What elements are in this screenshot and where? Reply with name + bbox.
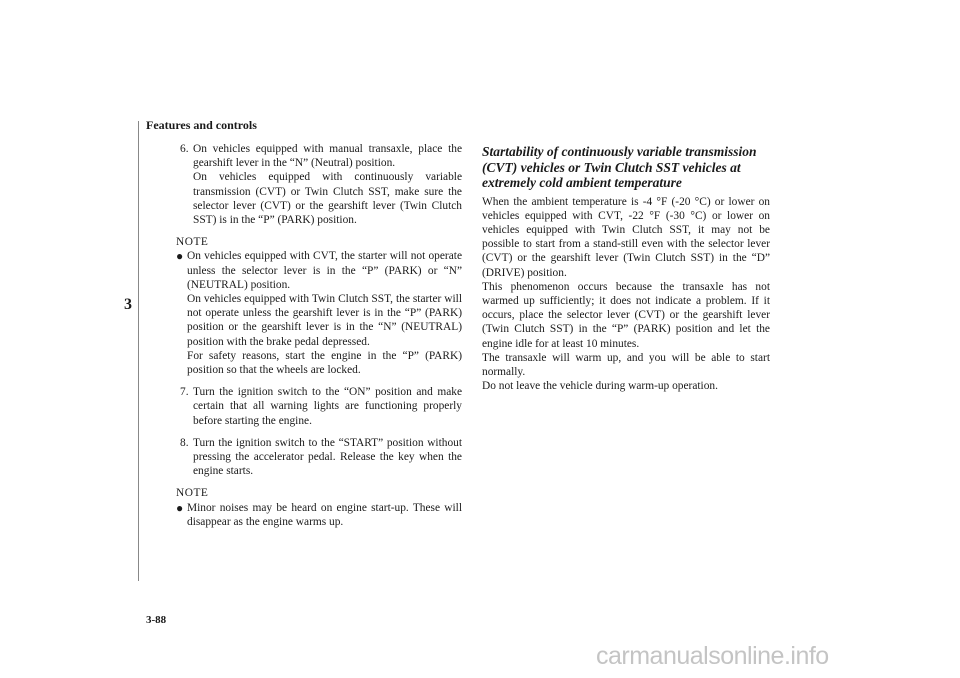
step-body — [193, 142, 462, 227]
note-body — [187, 501, 462, 529]
step-paragraph: On vehicles equipped with continuously variable transmission (CVT) or Twin Clutch SST, make sure the selector lever (CVT) or the gearshift lever (Twin Clutch SST) is in the “P” (PARK) position. — [193, 171, 462, 227]
bullet-icon: ● — [176, 500, 184, 515]
note-paragraph: On vehicles equipped with Twin Clutch SST, the starter will not operate unless the gearshift lever is in the “P” (PARK) position or the gearshift lever is in the “N” (NEUTRAL) position with the brake pedal depressed. — [187, 293, 462, 348]
note-body — [187, 249, 462, 377]
step-number: 8. — [180, 436, 189, 449]
note-paragraph: For safety reasons, start the engine in the “P” (PARK) position so that the wheels are locked. — [187, 349, 462, 377]
step-8 — [180, 436, 462, 479]
step-body — [193, 385, 462, 428]
body-paragraph: The transaxle will warm up, and you will be able to start normally. — [482, 351, 770, 378]
page-header: Features and controls — [146, 118, 257, 132]
step-body — [193, 436, 462, 479]
left-column — [176, 142, 462, 537]
step-paragraph: Turn the ignition switch to the “ON” position and make certain that all warning lights are functioning properly before starting the engine. — [193, 386, 462, 427]
step-paragraph: Turn the ignition switch to the “START” position without pressing the accelerator pedal. Release the key when the engine starts. — [193, 436, 462, 478]
step-7 — [180, 385, 462, 428]
right-column — [482, 144, 770, 393]
section-heading: Startability of continuously variable transmission (CVT) vehicles or Twin Clutch SST vehicles at extremely cold ambient temperature — [482, 144, 757, 190]
step-number: 6. — [180, 143, 189, 155]
page-number: 3-88 — [146, 614, 167, 626]
step-paragraph: On vehicles equipped with manual transaxle, place the gearshift lever in the “N” (Neutral) position. — [193, 143, 462, 170]
step-6 — [180, 142, 462, 227]
note-label: NOTE — [176, 236, 209, 249]
note-paragraph: Minor noises may be heard on engine start-up. These will disappear as the engine warms up. — [187, 501, 462, 528]
bullet-icon: ● — [176, 249, 184, 264]
note-label: NOTE — [176, 487, 209, 500]
step-number: 7. — [180, 386, 189, 399]
chapter-number: 3 — [124, 296, 132, 313]
body-paragraph: Do not leave the vehicle during warm-up operation. — [482, 380, 718, 393]
note-paragraph: On vehicles equipped with CVT, the starter will not operate unless the selector lever is in the “P” (PARK) or “N” (NEUTRAL) position. — [187, 250, 462, 291]
body-paragraph: This phenomenon occurs because the transaxle has not warmed up sufficiently; it does not indicate a problem. If it occurs, place the selector lever (CVT) or the gearshift lever (Twin Clutch SST) in the “P” (PARK) position and let the engine idle for at least 10 minutes. — [482, 280, 770, 350]
note-bullet — [176, 500, 462, 529]
watermark: carmanualsonline.info — [596, 642, 829, 670]
body-paragraph: When the ambient temperature is -4 °F (-20 °C) or lower on vehicles equipped with CVT, -22 °F (-30 °C) or lower on vehicles equipped with Twin Clutch SST, it may not be possible to start from a stand-still even with the selector lever (CVT) or the gearshift lever (Twin Clutch SST) in the “D” (DRIVE) position. — [482, 195, 770, 279]
note-bullet — [176, 249, 462, 377]
chapter-tab-border — [117, 121, 139, 581]
